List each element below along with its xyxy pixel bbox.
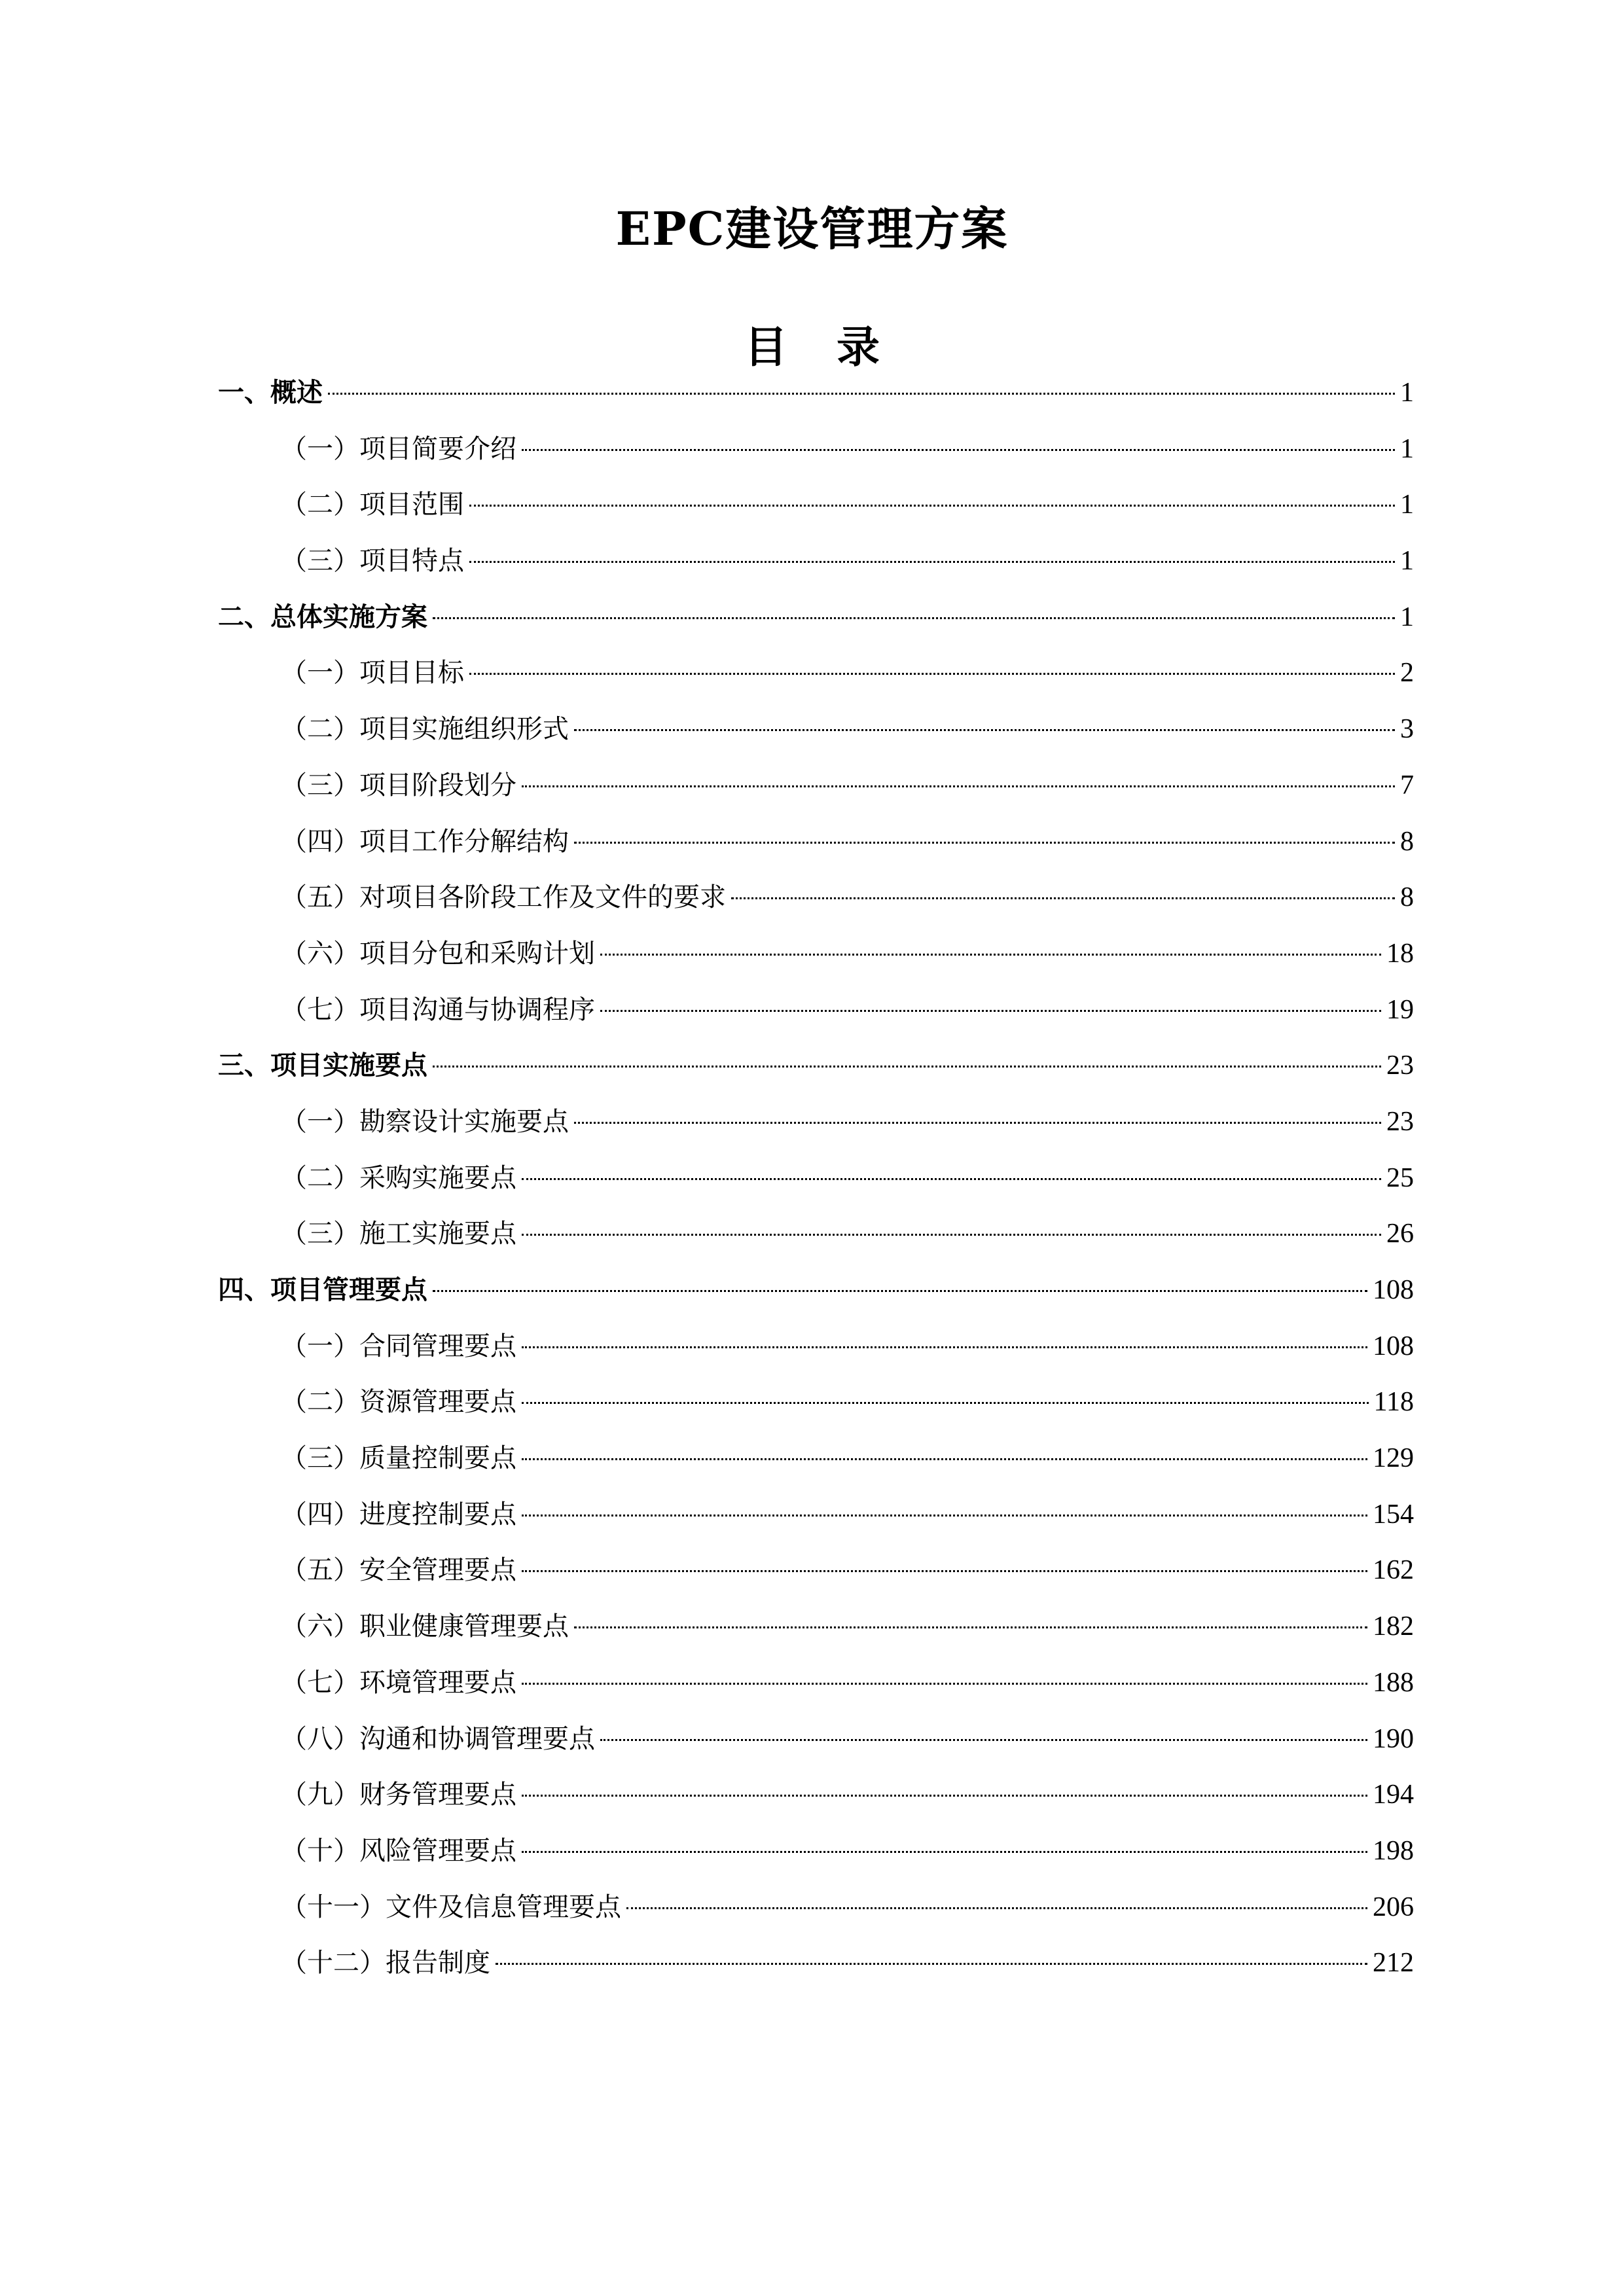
toc-dot-leader <box>469 505 1395 507</box>
toc-page-number: 154 <box>1373 1499 1414 1530</box>
toc-subsection-entry[interactable] <box>218 541 1414 598</box>
toc-entry-label: （二）项目范围 <box>281 490 464 520</box>
toc-subsection-entry[interactable] <box>218 822 1414 878</box>
toc-dot-leader <box>522 1234 1381 1236</box>
toc-entry-label: （六）项目分包和采购计划 <box>281 938 595 969</box>
toc-page-number: 1 <box>1400 378 1414 408</box>
toc-page-number: 25 <box>1386 1162 1414 1193</box>
toc-subsection-entry[interactable] <box>218 1551 1414 1607</box>
toc-subsection-entry[interactable] <box>218 1719 1414 1776</box>
toc-entry-label: （一）勘察设计实施要点 <box>281 1106 569 1137</box>
toc-page-number: 23 <box>1386 1050 1414 1081</box>
toc-entry-label: （七）环境管理要点 <box>281 1667 516 1698</box>
toc-dot-leader <box>522 449 1395 451</box>
toc-dot-leader <box>574 729 1395 731</box>
toc-page-number: 8 <box>1400 826 1414 857</box>
toc-dot-leader <box>433 1290 1367 1292</box>
toc-subsection-entry[interactable] <box>218 766 1414 822</box>
toc-dot-leader <box>433 617 1395 619</box>
toc-entry-label: （九）财务管理要点 <box>281 1780 516 1810</box>
toc-entry-label: （一）项目目标 <box>281 658 464 689</box>
toc-entry-label: （十）风险管理要点 <box>281 1835 516 1866</box>
toc-subsection-entry[interactable] <box>218 1943 1414 2000</box>
toc-dot-leader <box>574 1626 1367 1628</box>
toc-entry-label: （四）项目工作分解结构 <box>281 826 569 857</box>
toc-subsection-entry[interactable] <box>218 709 1414 766</box>
toc-section-entry[interactable] <box>218 373 1414 429</box>
toc-dot-leader <box>600 1010 1381 1012</box>
toc-entry-label: （二）采购实施要点 <box>281 1162 516 1193</box>
toc-dot-leader <box>731 897 1395 899</box>
toc-dot-leader <box>522 785 1395 787</box>
toc-entry-label: （二）资源管理要点 <box>281 1387 516 1418</box>
toc-entry-label: （五）安全管理要点 <box>281 1555 516 1586</box>
toc-page-number: 182 <box>1373 1611 1414 1642</box>
toc-subsection-entry[interactable] <box>218 653 1414 709</box>
toc-entry-label: 一、概述 <box>218 377 323 408</box>
toc-dot-leader <box>600 1739 1367 1741</box>
toc-page-number: 1 <box>1400 490 1414 520</box>
toc-entry-label: 四、项目管理要点 <box>218 1274 427 1305</box>
toc-entry-label: （二）项目实施组织形式 <box>281 714 569 745</box>
toc-dot-leader <box>522 1346 1367 1348</box>
toc-subsection-entry[interactable] <box>218 1102 1414 1158</box>
toc-dot-leader <box>522 1402 1369 1404</box>
toc-heading-char-1: 目 <box>744 321 787 372</box>
toc-subsection-entry[interactable] <box>218 1607 1414 1663</box>
toc-dot-leader <box>522 1515 1367 1516</box>
toc-dot-leader <box>522 1795 1367 1797</box>
toc-dot-leader <box>522 1458 1367 1460</box>
toc-page-number: 194 <box>1373 1780 1414 1810</box>
toc-dot-leader <box>574 1122 1381 1124</box>
toc-page-number: 1 <box>1400 433 1414 464</box>
toc-subsection-entry[interactable] <box>218 1831 1414 1888</box>
toc-subsection-entry[interactable] <box>218 1663 1414 1719</box>
toc-entry-label: （八）沟通和协调管理要点 <box>281 1723 595 1754</box>
toc-subsection-entry[interactable] <box>218 934 1414 990</box>
toc-entry-label: （四）进度控制要点 <box>281 1499 516 1530</box>
toc-page-number: 206 <box>1373 1892 1414 1922</box>
toc-subsection-entry[interactable] <box>218 878 1414 934</box>
toc-dot-leader <box>600 954 1381 956</box>
toc-page-number: 7 <box>1400 770 1414 800</box>
toc-page-number: 19 <box>1386 994 1414 1025</box>
toc-heading <box>0 314 1624 380</box>
document-title: EPC建设管理方案 <box>615 202 1009 256</box>
toc-entry-label: （六）职业健康管理要点 <box>281 1611 569 1642</box>
toc-heading-char-2: 录 <box>837 321 880 372</box>
toc-dot-leader <box>522 1851 1367 1853</box>
toc-page-number: 26 <box>1386 1219 1414 1249</box>
toc-entry-label: （三）质量控制要点 <box>281 1443 516 1474</box>
toc-entry-label: （三）施工实施要点 <box>281 1219 516 1249</box>
toc-page-number: 108 <box>1373 1331 1414 1361</box>
toc-entry-label: （五）对项目各阶段工作及文件的要求 <box>281 882 726 913</box>
toc-entry-label: （三）项目特点 <box>281 546 464 577</box>
toc-dot-leader <box>469 561 1395 563</box>
toc-entry-label: （三）项目阶段划分 <box>281 770 516 800</box>
toc-subsection-entry[interactable] <box>218 1775 1414 1831</box>
toc-page-number: 108 <box>1373 1275 1414 1305</box>
toc-entry-label: 二、总体实施方案 <box>218 601 427 632</box>
toc-subsection-entry[interactable] <box>218 1888 1414 1944</box>
toc-subsection-entry[interactable] <box>218 990 1414 1047</box>
toc-page-number: 129 <box>1373 1443 1414 1474</box>
toc-subsection-entry[interactable] <box>218 1382 1414 1439</box>
toc-dot-leader <box>328 393 1395 395</box>
toc-page-number: 3 <box>1400 714 1414 745</box>
toc-page-number: 23 <box>1386 1106 1414 1137</box>
toc-page-number: 212 <box>1373 1948 1414 1979</box>
toc-subsection-entry[interactable] <box>218 485 1414 541</box>
toc-page-number: 118 <box>1373 1387 1414 1418</box>
toc-dot-leader <box>522 1178 1381 1180</box>
toc-entry-label: 三、项目实施要点 <box>218 1050 427 1081</box>
toc-dot-leader <box>522 1570 1367 1572</box>
toc-subsection-entry[interactable] <box>218 1495 1414 1551</box>
toc-page-number: 2 <box>1400 658 1414 689</box>
toc-subsection-entry[interactable] <box>218 1327 1414 1383</box>
toc-page-number: 190 <box>1373 1723 1414 1754</box>
toc-section-entry[interactable] <box>218 598 1414 654</box>
toc-entry-label: （一）合同管理要点 <box>281 1331 516 1361</box>
toc-subsection-entry[interactable] <box>218 1439 1414 1495</box>
toc-subsection-entry[interactable] <box>218 1214 1414 1270</box>
toc-subsection-entry[interactable] <box>218 429 1414 486</box>
toc-subsection-entry[interactable] <box>218 1158 1414 1215</box>
toc-page-number: 198 <box>1373 1835 1414 1866</box>
toc-page-number: 1 <box>1400 546 1414 577</box>
toc-page-number: 18 <box>1386 938 1414 969</box>
toc-page-number: 1 <box>1400 601 1414 632</box>
toc-page-number: 188 <box>1373 1667 1414 1698</box>
toc-page-number: 8 <box>1400 882 1414 913</box>
toc-section-entry[interactable] <box>218 1270 1414 1327</box>
toc-dot-leader <box>626 1907 1367 1909</box>
toc-entry-label: （七）项目沟通与协调程序 <box>281 994 595 1025</box>
toc-dot-leader <box>574 842 1395 844</box>
toc-entry-label: （十二）报告制度 <box>281 1948 490 1979</box>
toc-entry-label: （一）项目简要介绍 <box>281 433 516 464</box>
toc-dot-leader <box>496 1963 1367 1965</box>
toc-dot-leader <box>433 1066 1381 1067</box>
toc-dot-leader <box>469 673 1395 675</box>
toc-dot-leader <box>522 1683 1367 1685</box>
toc-page-number: 162 <box>1373 1555 1414 1586</box>
toc-entry-label: （十一）文件及信息管理要点 <box>281 1892 621 1922</box>
toc-section-entry[interactable] <box>218 1046 1414 1102</box>
table-of-contents <box>218 373 1414 2000</box>
